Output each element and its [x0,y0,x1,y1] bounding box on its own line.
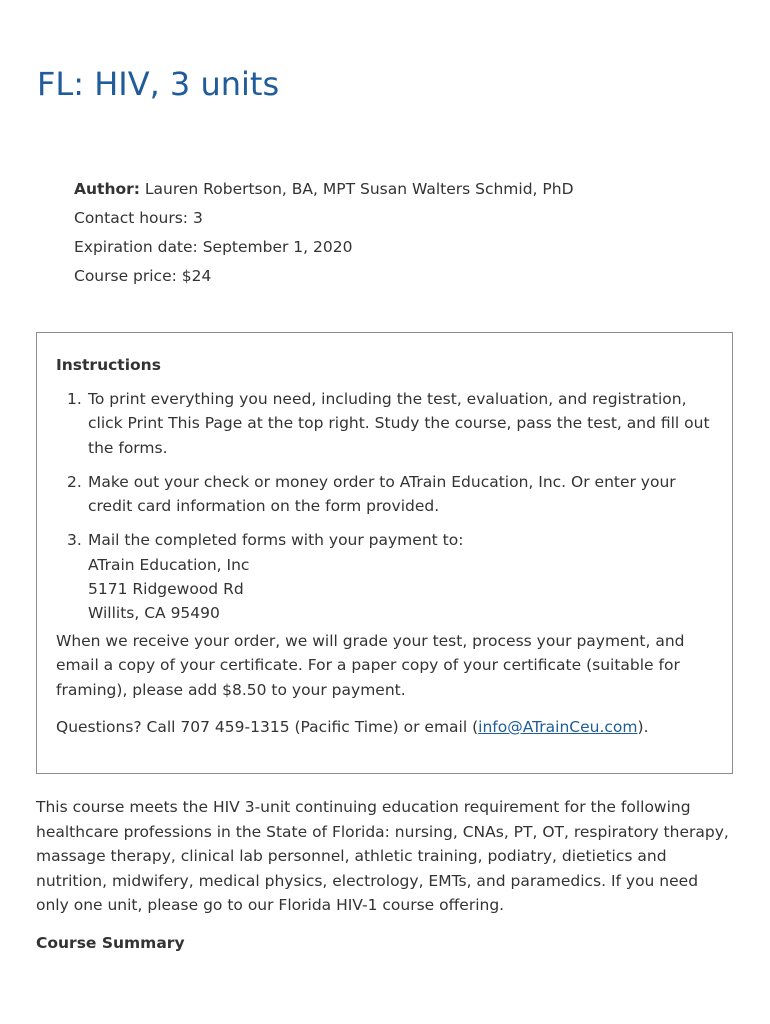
author-line [74,175,734,204]
mailing-address-line: Willits, CA 95490 [88,604,220,623]
instruction-number: 1. [67,390,82,408]
instruction-text: To print everything you need, including the test, evaluation, and registration, click Print This Page at the top right. Study the course, pass the test, and fill out the forms. [88,390,710,457]
course-description: This course meets the HIV 3-unit continuing education requirement for the following healthcare professions in the State of Florida: nursing, CNAs, PT, OT, respiratory therapy, massage therapy, clinical lab personnel, athletic training, podiatry, dietietics and nutrition, midwifery, medical physics, electrology, EMTs, and paramedics. If you need only one unit, please go to our Florida HIV-1 course offering. [36,798,729,914]
expiration-date: Expiration date: September 1, 2020 [74,238,353,256]
instruction-text: Make out your check or money order to ATrain Education, Inc. Or enter your credit card information on the form provided. [88,472,676,516]
questions-paragraph [56,715,720,739]
course-price: Course price: $24 [74,267,212,285]
email-link[interactable]: info@ATrainCeu.com [478,718,638,736]
questions-text: Questions? Call 707 459-1315 (Pacific Time) or email ( [56,718,479,736]
author-value: Lauren Robertson, BA, MPT Susan Walters Schmid, PhD [139,180,574,198]
page-title: FL: HIV, 3 units [37,65,280,103]
mailing-address-line: 5171 Ridgewood Rd [88,580,244,599]
instruction-number: 2. [67,472,82,491]
contact-hours: Contact hours: 3 [74,209,203,227]
instructions-list [56,387,720,636]
instructions-box [36,332,733,774]
instruction-item [56,528,720,625]
author-label: Author: [74,180,140,198]
instructions-heading: Instructions [56,356,161,374]
instruction-item [56,470,720,519]
instruction-text: Mail the completed forms with your payment to: [88,531,464,550]
order-paragraph: When we receive your order, we will grade your test, process your payment, and email a copy of your certificate. For a paper copy of your certificate (suitable for framing), please add $8.50 to your payment. [56,632,685,699]
course-details [74,175,734,291]
instruction-item [56,387,720,460]
mailing-address-line: ATrain Education, Inc [88,555,250,574]
instruction-number: 3. [67,531,82,550]
course-summary-heading: Course Summary [36,934,185,952]
questions-suffix: ). [637,718,649,736]
